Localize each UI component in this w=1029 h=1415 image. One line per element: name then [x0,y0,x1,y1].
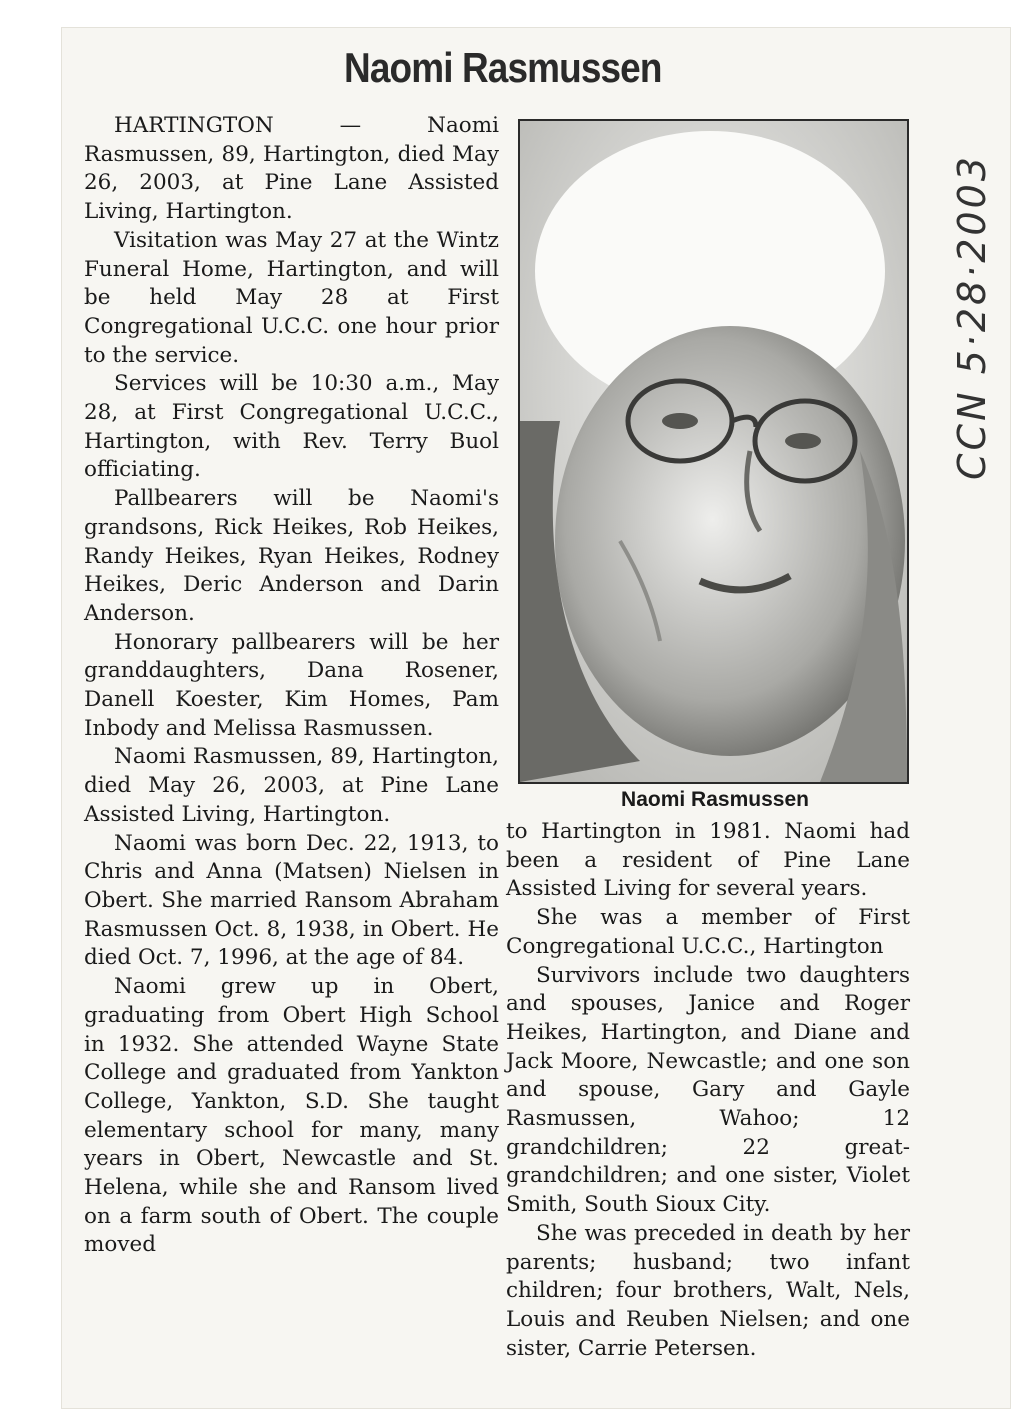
portrait-photo [518,119,909,784]
paragraph-visitation: Visitation was May 27 at the Wintz Funeral Home, Hartington, and will be held May 28 at First Congregational U.C.C. one hour prior to the service. [84,227,499,368]
paragraph-intro: HARTINGTON — Naomi Rasmussen, 89, Hartington, died May 26, 2003, at Pine Lane Assisted Living, Hartington. [84,113,499,225]
paragraph-restatement: Naomi Rasmussen, 89, Hartington, died May 26, 2003, at Pine Lane Assisted Living, Hartington. [84,744,499,827]
paragraph-life: Naomi grew up in Obert, graduating from Obert High School in 1932. She attended Wayne State College and graduated from Yankton College, Yankton, S.D. She taught elementary school for many, many years in Obert, Newcastle and St. Helena, while she and Ransom lived on a farm south of Obert. The couple moved [84,974,499,1258]
paragraph-honorary-pallbearers: Honorary pallbearers will be her granddaughters, Dana Rosener, Danell Koester, Kim Homes, Pam Inbody and Melissa Rasmussen. [84,629,499,741]
obituary-headline: Naomi Rasmussen [344,44,662,91]
paragraph-pallbearers: Pallbearers will be Naomi's grandsons, Rick Heikes, Rob Heikes, Randy Heikes, Ryan Heikes, Rodney Heikes, Deric Anderson and Darin Anderson. [84,486,499,626]
paragraph-membership: She was a member of First Congregational U.C.C., Hartington [506,905,910,959]
paragraph-continuation: to Hartington in 1981. Naomi had been a resident of Pine Lane Assisted Living for several years. [506,819,910,902]
paragraph-survivors: Survivors include two daughters and spouses, Janice and Roger Heikes, Hartington, and Diane and Jack Moore, Newcastle; and one son and spouse, Gary and Gayle Rasmussen, Wahoo; 12 grandchildren; 22 great-grandchildren; and one sister, Violet Smith, South Sioux City. [506,962,910,1218]
paragraph-birth: Naomi was born Dec. 22, 1913, to Chris and Anna (Matsen) Nielsen in Obert. She married Ransom Abraham Rasmussen Oct. 8, 1938, in Obert. He died Oct. 7, 1996, at the age of 84. [84,830,499,971]
left-column [84,112,499,1260]
paragraph-preceded: She was preceded in death by her parents; husband; two infant children; four brothers, Walt, Nels, Louis and Reuben Nielsen; and one sister, Carrie Petersen. [506,1220,910,1361]
portrait-illustration [520,121,907,782]
photo-caption: Naomi Rasmussen [621,788,809,811]
paragraph-services: Services will be 10:30 a.m., May 28, at First Congregational U.C.C., Hartington, with Rev. Terry Buol officiating. [84,371,499,483]
handwritten-date-note: CCN 5·28·2003 [950,154,994,480]
right-column [506,818,910,1363]
